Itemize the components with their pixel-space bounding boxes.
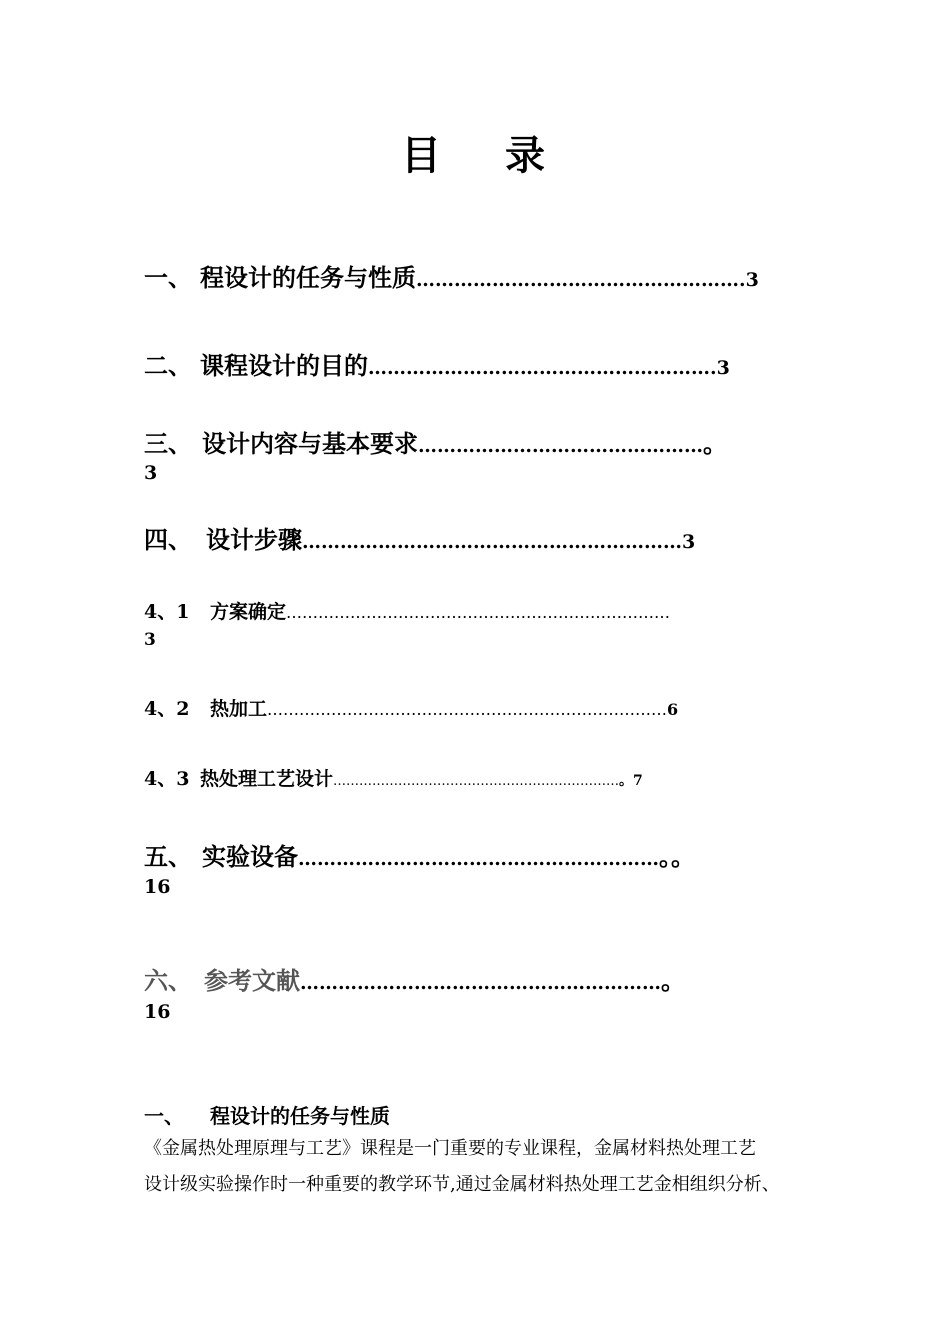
toc-entry-title: 热加工 [210,698,268,720]
toc-entry-title: 方案确定 [210,601,287,623]
toc-page-number: .3 [739,269,759,291]
toc-leader-dots: ………………………………………………… [298,848,659,870]
toc-entry-number: 六、 [144,966,192,995]
toc-entry-4-2 [144,694,678,721]
toc-page-number: 。。 [659,842,695,871]
toc-entry-number: 三、 [144,429,192,458]
toc-entry-title: 课程设计的目的 [200,351,368,380]
toc-page-number: 3 [682,531,696,553]
section-number: 一、 [144,1104,184,1128]
toc-entry-4-3 [144,764,643,791]
toc-entry-title: 设计步骤 [206,525,302,554]
toc-page-number-wrapped: 16 [144,1001,171,1023]
toc-leader-dots: ……………………………………… [418,435,703,457]
body-paragraph-line-2: 设计级实验操作时一种重要的教学环节,通过金属材料热处理工艺金相组织分析、 [144,1174,780,1195]
toc-entry-number: 4、3 [144,768,190,790]
toc-entry-number: 四、 [144,525,192,554]
toc-leader-dots: ………………………………………………………………… [267,700,668,719]
toc-page-number: 6 [667,700,679,719]
toc-entry-5 [144,837,695,872]
toc-entry-number: 五、 [144,842,192,871]
toc-entry-title: 设计内容与基本要求 [202,429,418,458]
toc-entry-number: 4、1 [144,601,190,623]
title-char-2: 录 [505,132,549,179]
title-char-1: 目 [401,132,445,179]
toc-entry-title: 程设计的任务与性质 [200,263,416,292]
toc-entry-title: 实验设备 [202,842,298,871]
toc-page-number: 。 [703,429,727,458]
toc-page-number-wrapped: 3 [144,630,156,650]
toc-page-number-wrapped: 16 [144,876,171,898]
page-title [0,124,950,181]
toc-leader-dots: …………………………………………… [416,269,739,291]
toc-entry-number: 二、 [144,351,192,380]
toc-entry-title: 参考文献 [204,966,300,995]
toc-entry-3 [144,424,727,459]
toc-entry-4 [144,520,695,555]
toc-leader-dots: …………………………………………………… [302,531,682,553]
toc-entry-number: 4、2 [144,698,190,720]
toc-entry-6 [144,961,685,996]
toc-page-number: 。7 [619,773,643,789]
body-paragraph-line-1: 《金属热处理原理与工艺》课程是一门重要的专业课程，金属材料热处理工艺 [144,1138,756,1159]
toc-entry-2 [144,346,730,381]
toc-page-number: 。 [661,966,685,995]
toc-page-number-wrapped: 3 [144,462,158,484]
section-title: 程设计的任务与性质 [210,1104,390,1128]
toc-entry-1 [144,258,759,293]
section-heading [144,1100,390,1129]
toc-leader-dots: ………………………………………………… [300,972,661,994]
toc-leader-dots: ……………………………………………………………… [286,603,671,622]
toc-entry-4-1 [144,597,670,624]
toc-leader-dots: ……………………………………………… [368,357,710,379]
toc-page-number: .3 [710,357,730,379]
toc-entry-number: 一、 [144,263,192,292]
toc-entry-title: 热处理工艺设计 [200,768,334,790]
toc-leader-dots: ………………………………………………………… [333,774,620,789]
